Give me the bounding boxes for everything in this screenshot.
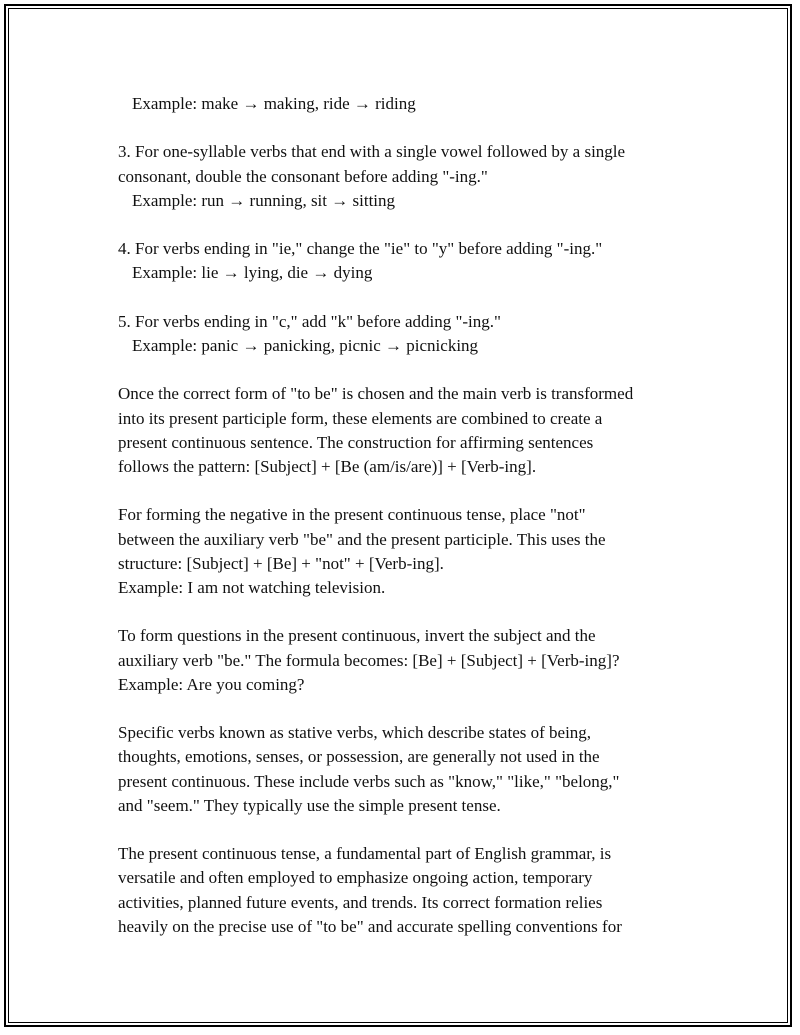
paragraph-line: heavily on the precise use of "to be" and accurate spelling conventions for bbox=[118, 916, 622, 936]
paragraph-line: between the auxiliary verb "be" and the present participle. This uses the bbox=[118, 529, 606, 549]
paragraph-line: auxiliary verb "be." The formula becomes: [Be] + [Subject] + [Verb-ing]? bbox=[118, 650, 620, 670]
paragraph-line: versatile and often employed to emphasize ongoing action, temporary bbox=[118, 868, 593, 888]
paragraph-line: thoughts, emotions, senses, or possession, are generally not used in the bbox=[118, 747, 600, 767]
paragraph-line: structure: [Subject] + [Be] + "not" + [Verb-ing]. bbox=[118, 553, 444, 573]
paragraph-line: activities, planned future events, and trends. Its correct formation relies bbox=[118, 892, 603, 912]
paragraph-line: into its present participle form, these elements are combined to create a bbox=[118, 408, 603, 428]
paragraph-questions bbox=[118, 624, 688, 697]
rule-3-block bbox=[118, 140, 688, 213]
paragraph-line: Once the correct form of "to be" is chosen and the main verb is transformed bbox=[118, 384, 634, 404]
rule-4-block bbox=[118, 237, 688, 285]
paragraph-affirmative bbox=[118, 382, 688, 479]
rule-5-example: Example: panic → panicking, picnic → picnicking bbox=[132, 335, 479, 355]
rule-5-text: 5. For verbs ending in "c," add "k" before adding "-ing." bbox=[118, 311, 501, 331]
paragraph-line: present continuous sentence. The construction for affirming sentences bbox=[118, 432, 594, 452]
paragraph-summary bbox=[118, 842, 688, 939]
paragraph-line: Specific verbs known as stative verbs, which describe states of being, bbox=[118, 723, 592, 743]
paragraph-example: Example: Are you coming? bbox=[118, 674, 305, 694]
paragraph-line: To form questions in the present continuous, invert the subject and the bbox=[118, 626, 596, 646]
rule-4-text: 4. For verbs ending in "ie," change the "ie" to "y" before adding "-ing." bbox=[118, 239, 603, 259]
paragraph-line: present continuous. These include verbs such as "know," "like," "belong," bbox=[118, 771, 620, 791]
rule-3-text-line-1: 3. For one-syllable verbs that end with a single vowel followed by a single bbox=[118, 142, 626, 162]
rule-2-example: Example: make → making, ride → riding bbox=[132, 94, 416, 113]
paragraph-line: The present continuous tense, a fundamental part of English grammar, is bbox=[118, 844, 612, 864]
rule-4-example: Example: lie → lying, die → dying bbox=[132, 263, 373, 283]
paragraph-example: Example: I am not watching television. bbox=[118, 577, 386, 597]
paragraph-line: and "seem." They typically use the simple present tense. bbox=[118, 795, 501, 815]
rule-3-example: Example: run → running, sit → sitting bbox=[132, 190, 396, 210]
rule-3-text-line-2: consonant, double the consonant before adding "-ing." bbox=[118, 166, 488, 186]
document-body bbox=[118, 92, 688, 963]
rule-5-block bbox=[118, 310, 688, 358]
paragraph-line: For forming the negative in the present continuous tense, place "not" bbox=[118, 505, 586, 525]
paragraph-line: follows the pattern: [Subject] + [Be (am/is/are)] + [Verb-ing]. bbox=[118, 456, 537, 476]
paragraph-negative bbox=[118, 503, 688, 600]
rule-2-example-block bbox=[118, 92, 688, 116]
paragraph-stative-verbs bbox=[118, 721, 688, 818]
